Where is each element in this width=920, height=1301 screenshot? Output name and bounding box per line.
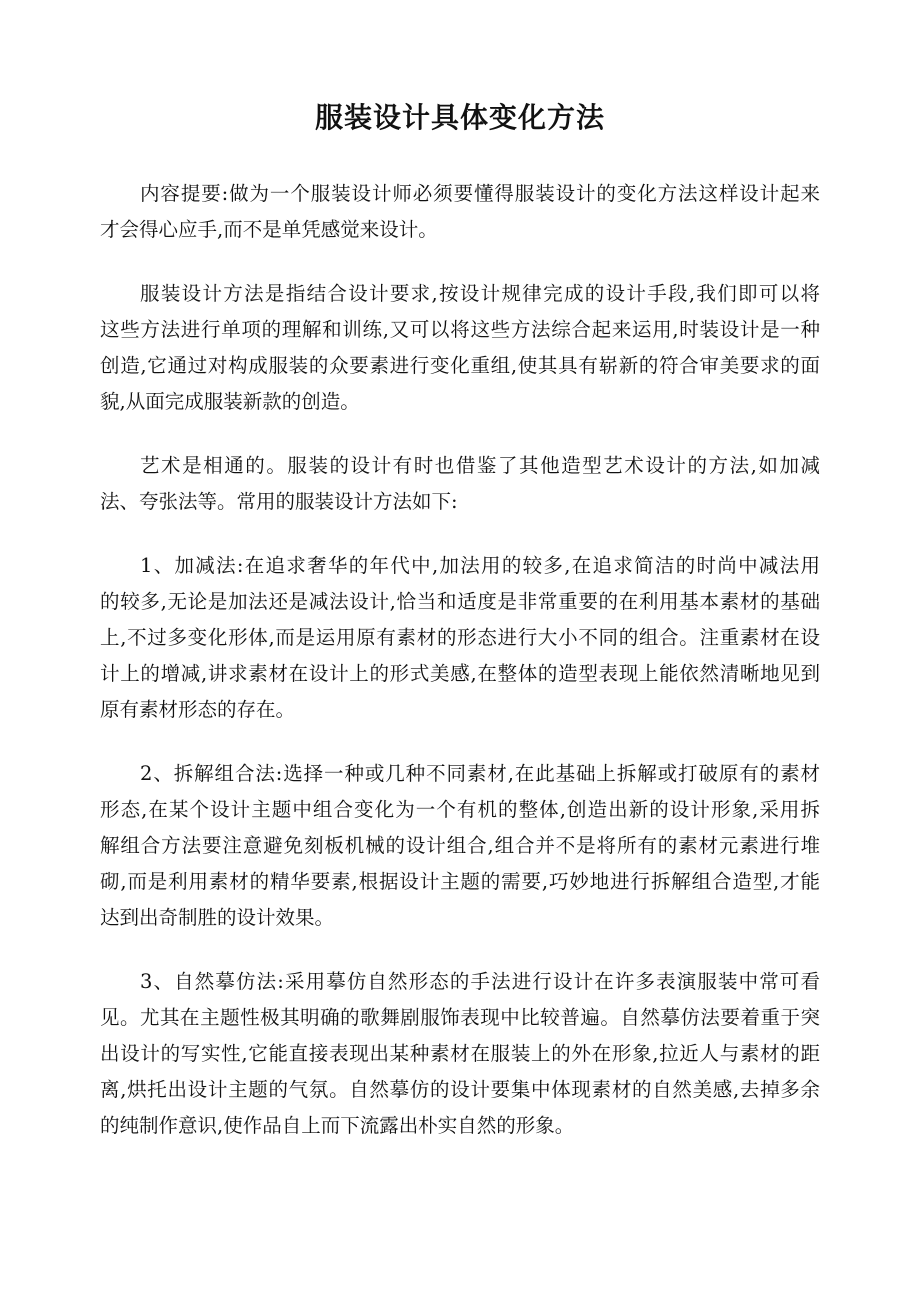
paragraph-line: 离,烘托出设计主题的气氛。自然摹仿的设计要集中体现素材的自然美感,去掉多余 [100,1078,820,1101]
paragraph [100,276,820,420]
paragraph [100,176,820,248]
paragraph-line: 解组合方法要注意避免刻板机械的设计组合,组合并不是将所有的素材元素进行堆 [100,834,820,857]
paragraph-line: 貌,从面完成服装新款的创造。 [100,390,360,413]
paragraph-line: 法、夸张法等。常用的服装设计方法如下: [100,490,458,513]
paragraph-line: 创造,它通过对构成服装的众要素进行变化重组,使其具有崭新的符合审美要求的面 [100,354,820,377]
paragraph-line: 3、自然摹仿法:采用摹仿自然形态的手法进行设计在许多表演服装中常可看 [140,970,820,993]
paragraph [100,964,820,1144]
paragraph-line: 服装设计方法是指结合设计要求,按设计规律完成的设计手段,我们即可以将 [140,282,820,305]
paragraph-line: 才会得心应手,而不是单凭感觉来设计。 [100,218,438,241]
paragraph-line: 原有素材形态的存在。 [100,698,296,721]
paragraph-line: 的较多,无论是加法还是减法设计,恰当和适度是非常重要的在利用基本素材的基础 [100,590,820,613]
paragraph [100,548,820,728]
paragraph-line: 上,不过多变化形体,而是运用原有素材的形态进行大小不同的组合。注重素材在设 [100,626,820,649]
paragraph-line: 出设计的写实性,它能直接表现出某种素材在服装上的外在形象,拉近人与素材的距 [100,1042,820,1065]
paragraph-line: 艺术是相通的。服装的设计有时也借鉴了其他造型艺术设计的方法,如加减 [140,454,820,477]
paragraph-line: 形态,在某个设计主题中组合变化为一个有机的整体,创造出新的设计形象,采用拆 [100,798,820,821]
paragraph [100,448,820,520]
paragraph-line: 见。尤其在主题性极其明确的歌舞剧服饰表现中比较普遍。自然摹仿法要着重于突 [100,1006,820,1029]
document-title: 服装设计具体变化方法 [314,101,605,134]
paragraph-line: 1、加减法:在追求奢华的年代中,加法用的较多,在追求简洁的时尚中减法用 [140,554,820,577]
paragraph-line: 2、拆解组合法:选择一种或几种不同素材,在此基础上拆解或打破原有的素材 [140,762,820,785]
paragraph-line: 计上的增减,讲求素材在设计上的形式美感,在整体的造型表现上能依然清晰地见到 [100,662,820,685]
paragraph-line: 这些方法进行单项的理解和训练,又可以将这些方法综合起来运用,时装设计是一种 [100,318,820,341]
paragraph [100,756,820,936]
paragraph-line: 内容提要:做为一个服装设计师必须要懂得服装设计的变化方法这样设计起来 [140,182,820,205]
paragraph-line: 砌,而是利用素材的精华要素,根据设计主题的需要,巧妙地进行拆解组合造型,才能 [100,870,820,893]
document-body [100,176,820,1172]
paragraph-line: 达到出奇制胜的设计效果。 [100,906,335,929]
paragraph-line: 的纯制作意识,使作品自上而下流露出朴实自然的形象。 [100,1114,575,1137]
